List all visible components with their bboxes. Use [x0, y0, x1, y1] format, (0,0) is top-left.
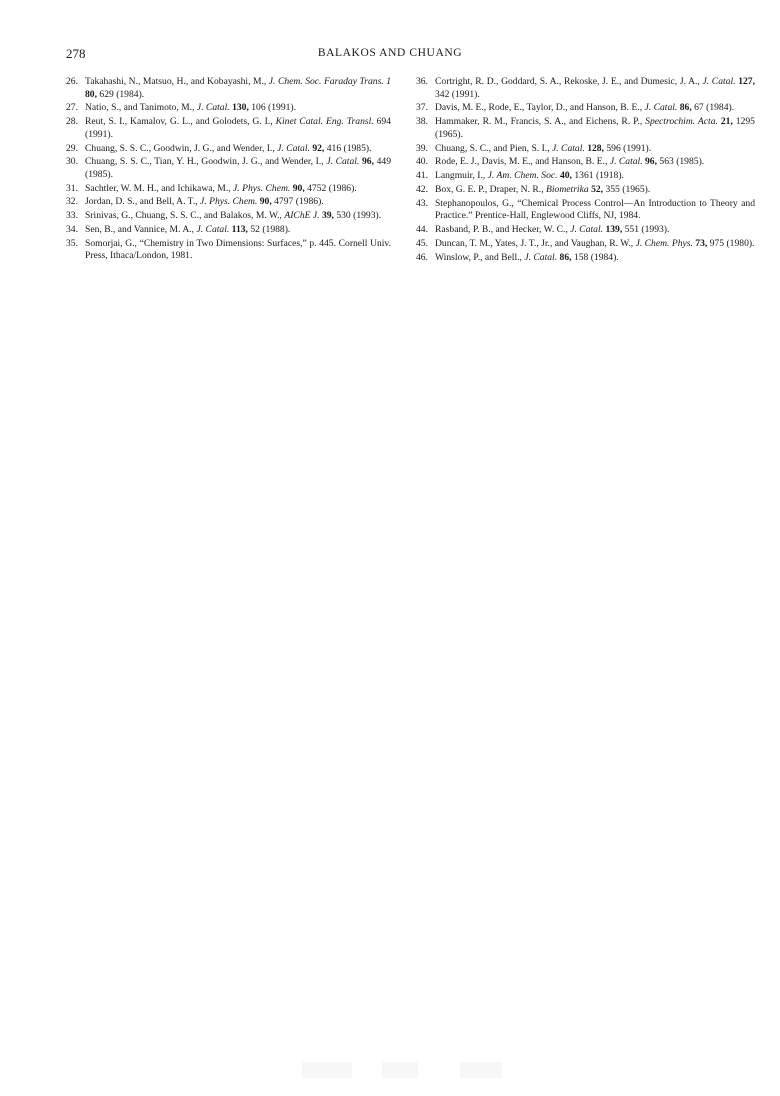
reference-number: 31.: [66, 182, 78, 194]
reference-journal: J. Catal.: [196, 102, 230, 114]
reference-journal: J. Catal.: [644, 102, 678, 114]
reference-volume: 139,: [605, 224, 623, 236]
scan-smudge: [460, 1062, 502, 1078]
reference-text: Davis, M. E., Rode, E., Taylor, D., and Hanson, B. E.,: [435, 102, 645, 114]
reference-journal: J. Phys. Chem.: [233, 182, 291, 194]
reference-volume: 86,: [559, 251, 572, 263]
reference-volume: 40,: [559, 170, 572, 182]
reference-text: Jordan, D. S., and Bell, A. T.,: [85, 196, 201, 208]
reference-item: [66, 196, 391, 209]
reference-number: 29.: [66, 142, 78, 154]
reference-item: [416, 184, 755, 197]
reference-item: [416, 156, 755, 169]
reference-item: [416, 170, 755, 183]
reference-text: Sen, B., and Vannice, M. A.,: [85, 224, 197, 236]
reference-text: Hammaker, R. M., Francis, S. A., and Eichens, R. P.,: [435, 116, 646, 128]
reference-number: 32.: [66, 196, 78, 208]
reference-journal: Spectrochim. Acta.: [645, 116, 718, 128]
reference-number: 33.: [66, 210, 78, 222]
reference-number: 35.: [66, 237, 78, 249]
reference-journal: J. Catal.: [277, 142, 310, 154]
reference-item: [66, 116, 391, 141]
reference-text: 342 (1991).: [435, 88, 480, 100]
reference-volume: 113,: [231, 224, 248, 236]
reference-text: 563 (1985).: [657, 156, 705, 168]
reference-number: 37.: [416, 102, 428, 114]
reference-item: [416, 102, 755, 115]
reference-volume: 90,: [292, 182, 305, 194]
reference-volume: 73,: [695, 237, 708, 249]
reference-text: Chuang, S. S. C., Tian, Y. H., Goodwin, J. G., and Wender, I.,: [85, 156, 327, 168]
reference-number: 26.: [66, 76, 78, 87]
reference-text: Natio, S., and Tanimoto, M.,: [85, 102, 197, 114]
reference-number: 41.: [416, 170, 428, 182]
reference-number: 34.: [66, 224, 78, 236]
reference-text: Sachtler, W. M. H., and Ichikawa, M.,: [85, 182, 234, 194]
reference-text: Cortright, R. D., Goddard, S. A., Rekoske, J. E., and Dumesic, J. A.,: [435, 76, 703, 87]
reference-item: [416, 198, 755, 223]
reference-number: 38.: [416, 116, 428, 128]
reference-text: Rasband, P. B., and Hecker, W. C.,: [435, 224, 571, 236]
reference-journal: J. Catal.: [326, 156, 360, 168]
reference-text: Reut, S. I., Kamalov, G. L., and Golodets, G. I.,: [85, 116, 276, 128]
reference-text: Stephanopoulos, G., “Chemical Process Control—An Introduction to Theory and Practice.” Prentice-Hall, Englewood Cliffs, NJ, 1984.: [435, 197, 755, 222]
reference-number: 40.: [416, 156, 428, 168]
reference-text: 158 (1984).: [571, 251, 619, 263]
reference-volume: 96,: [645, 156, 657, 168]
reference-journal: J. Am. Chem. Soc.: [487, 170, 558, 182]
reference-volume: 130,: [232, 102, 249, 114]
reference-volume: 80,: [85, 88, 97, 100]
reference-number: 46.: [416, 251, 428, 263]
reference-number: 39.: [416, 142, 428, 154]
reference-journal: J. Catal.: [609, 156, 643, 168]
reference-text: 975 (1980).: [707, 237, 755, 249]
reference-journal: J. Chem. Soc. Faraday Trans. 1: [268, 76, 392, 87]
reference-item: [66, 224, 391, 237]
reference-text: 551 (1993).: [622, 224, 670, 236]
reference-volume: 39,: [321, 210, 334, 222]
reference-item: [416, 252, 755, 265]
reference-number: 44.: [416, 224, 428, 236]
reference-text: Srinivas, G., Chuang, S. S. C., and Balakos, M. W.,: [85, 210, 285, 222]
reference-text: Chuang, S. C., and Pien, S. I.,: [435, 142, 552, 154]
reference-journal: J. Catal.: [702, 76, 736, 87]
reference-volume: 90,: [259, 196, 272, 208]
reference-journal: AIChE J.: [284, 210, 320, 222]
reference-text: 1361 (1918).: [571, 170, 624, 182]
reference-text: 4797 (1986).: [271, 196, 324, 208]
reference-item: [66, 210, 391, 223]
page-number: 278: [66, 46, 86, 61]
reference-text: Chuang, S. S. C., Goodwin, J. G., and Wender, I.,: [85, 142, 278, 154]
reference-journal: J. Catal.: [524, 251, 558, 263]
reference-item: [66, 102, 391, 115]
reference-text: Duncan, T. M., Yates, J. T., Jr., and Vaughan, R. W.,: [435, 237, 636, 249]
reference-journal: J. Catal.: [570, 224, 604, 236]
reference-text: Langmuir, I.,: [435, 170, 488, 182]
reference-text: 106 (1991).: [248, 102, 297, 114]
reference-volume: 92,: [312, 142, 325, 154]
scan-smudge: [302, 1062, 352, 1078]
reference-item: [416, 116, 755, 141]
reference-item: [416, 143, 755, 156]
reference-text: Rode, E. J., Davis, M. E., and Hanson, B. E.,: [435, 156, 610, 168]
reference-text: 530 (1993).: [333, 210, 382, 222]
reference-journal: J. Catal.: [552, 142, 585, 154]
reference-column-right: [416, 76, 755, 265]
reference-item: [66, 76, 391, 101]
reference-item: [66, 143, 391, 156]
reference-number: 36.: [416, 76, 428, 87]
running-head: BALAKOS AND CHUANG: [317, 47, 463, 59]
reference-text: 449 (1985).: [85, 156, 391, 180]
reference-item: [66, 238, 391, 263]
reference-text: 694 (1991).: [85, 116, 391, 140]
reference-text: 1295 (1965).: [435, 116, 755, 140]
reference-volume: 86,: [679, 102, 692, 114]
reference-number: 27.: [66, 102, 78, 114]
reference-journal: Biometrika: [546, 183, 589, 195]
reference-text: Winslow, P., and Bell.,: [435, 251, 525, 263]
scan-smudge: [382, 1062, 418, 1078]
reference-text: 629 (1984).: [97, 88, 145, 100]
reference-number: 42.: [416, 183, 428, 195]
reference-column-left: [66, 76, 391, 264]
reference-text: 596 (1991).: [603, 142, 652, 154]
reference-number: 45.: [416, 237, 428, 249]
reference-volume: 21,: [720, 116, 733, 128]
reference-volume: 96,: [361, 156, 374, 168]
reference-journal: J. Phys. Chem.: [200, 196, 258, 208]
reference-number: 28.: [66, 116, 78, 128]
reference-text: 355 (1965).: [603, 183, 651, 195]
reference-text: 52 (1988).: [247, 224, 291, 236]
reference-volume: 127,: [738, 76, 755, 87]
reference-item: [66, 156, 391, 181]
reference-volume: 128,: [587, 142, 604, 154]
reference-text: 4752 (1986).: [304, 182, 357, 194]
reference-number: 30.: [66, 156, 78, 168]
reference-item: [416, 224, 755, 237]
reference-text: Somorjai, G., “Chemistry in Two Dimensions: Surfaces,” p. 445. Cornell Univ. Press, Ithaca/London, 1981.: [85, 237, 391, 262]
reference-item: [66, 183, 391, 196]
reference-journal: Kinet Catal. Eng. Transl.: [275, 116, 374, 128]
reference-number: 43.: [416, 197, 428, 209]
reference-text: 416 (1985).: [324, 142, 372, 154]
reference-item: [416, 76, 755, 101]
reference-text: 67 (1984).: [691, 102, 735, 114]
reference-text: Box, G. E. P., Draper, N. R.,: [435, 183, 547, 195]
reference-item: [416, 238, 755, 251]
reference-text: Takahashi, N., Matsuo, H., and Kobayashi, M.,: [85, 76, 269, 87]
reference-volume: 52,: [591, 183, 604, 195]
reference-journal: J. Chem. Phys.: [635, 237, 693, 249]
reference-journal: J. Catal.: [196, 224, 230, 236]
